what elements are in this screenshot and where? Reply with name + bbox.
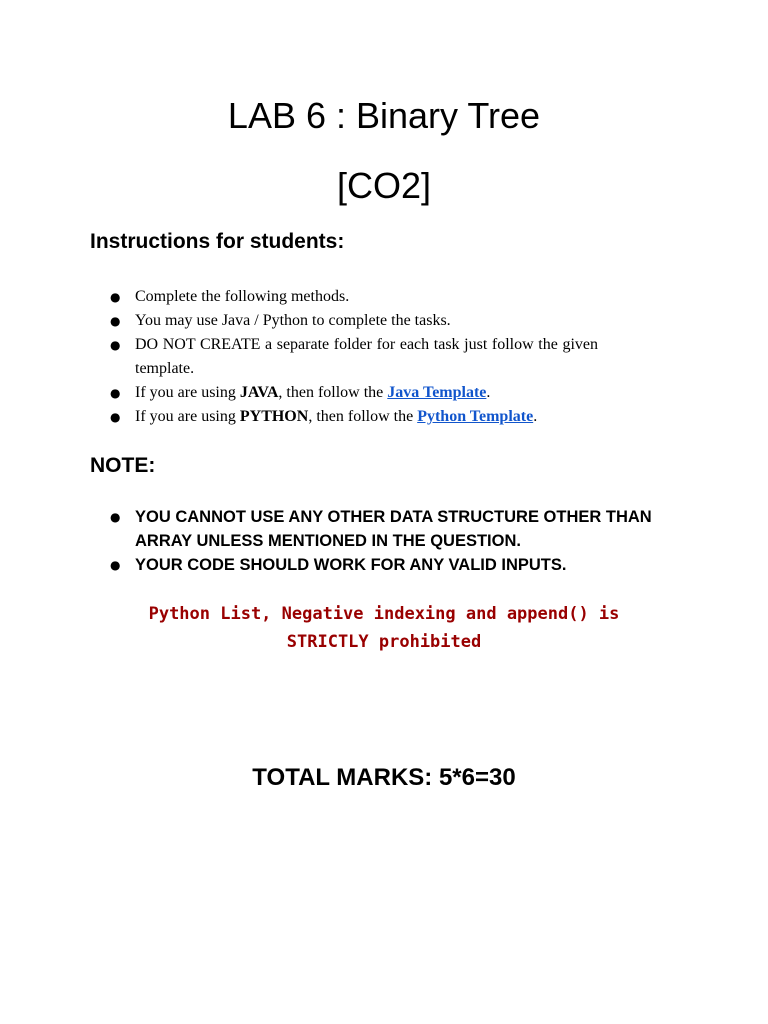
python-template-link[interactable]: Python Template [417, 408, 534, 425]
list-item [108, 333, 598, 381]
instruction-suffix: . [533, 408, 538, 425]
bullet-icon: ● [110, 290, 121, 304]
page-subtitle: [CO2] [336, 165, 432, 206]
list-item [108, 285, 598, 309]
instruction-text: DO NOT CREATE a separate folder for each task just follow the given template. [135, 336, 598, 377]
prohibition-warning [0, 600, 768, 656]
list-item [108, 381, 598, 405]
bullet-icon: ● [110, 410, 121, 424]
instructions-list [108, 285, 598, 429]
java-template-link[interactable]: Java Template [387, 384, 487, 401]
instruction-prefix: If you are using [135, 408, 240, 425]
instruction-middle: , then follow the [278, 384, 388, 401]
total-marks: TOTAL MARKS: 5*6=30 [252, 764, 516, 791]
list-item [108, 553, 668, 577]
list-item [108, 309, 598, 333]
instruction-text: Complete the following methods. [135, 288, 350, 305]
note-text: YOUR CODE SHOULD WORK FOR ANY VALID INPUTS. [135, 556, 567, 574]
list-item [108, 505, 668, 553]
warning-line: STRICTLY prohibited [286, 632, 482, 652]
instruction-suffix: . [486, 384, 491, 401]
note-text: YOU CANNOT USE ANY OTHER DATA STRUCTURE OTHER THAN ARRAY UNLESS MENTIONED IN THE QUESTION. [135, 508, 652, 550]
warning-line: Python List, Negative indexing and append() is [148, 604, 620, 624]
instruction-middle: , then follow the [308, 408, 418, 425]
instructions-heading: Instructions for students: [90, 230, 345, 253]
note-list [108, 505, 668, 577]
note-heading: NOTE: [90, 454, 156, 477]
bullet-icon: ● [110, 558, 121, 572]
language-name: PYTHON [239, 408, 309, 425]
instruction-text: You may use Java / Python to complete the tasks. [135, 312, 451, 329]
page-title: LAB 6 : Binary Tree [227, 95, 541, 136]
list-item [108, 405, 598, 429]
bullet-icon: ● [110, 338, 121, 352]
bullet-icon: ● [110, 510, 121, 524]
bullet-icon: ● [110, 386, 121, 400]
instruction-prefix: If you are using [135, 384, 240, 401]
language-name: JAVA [239, 384, 279, 401]
bullet-icon: ● [110, 314, 121, 328]
